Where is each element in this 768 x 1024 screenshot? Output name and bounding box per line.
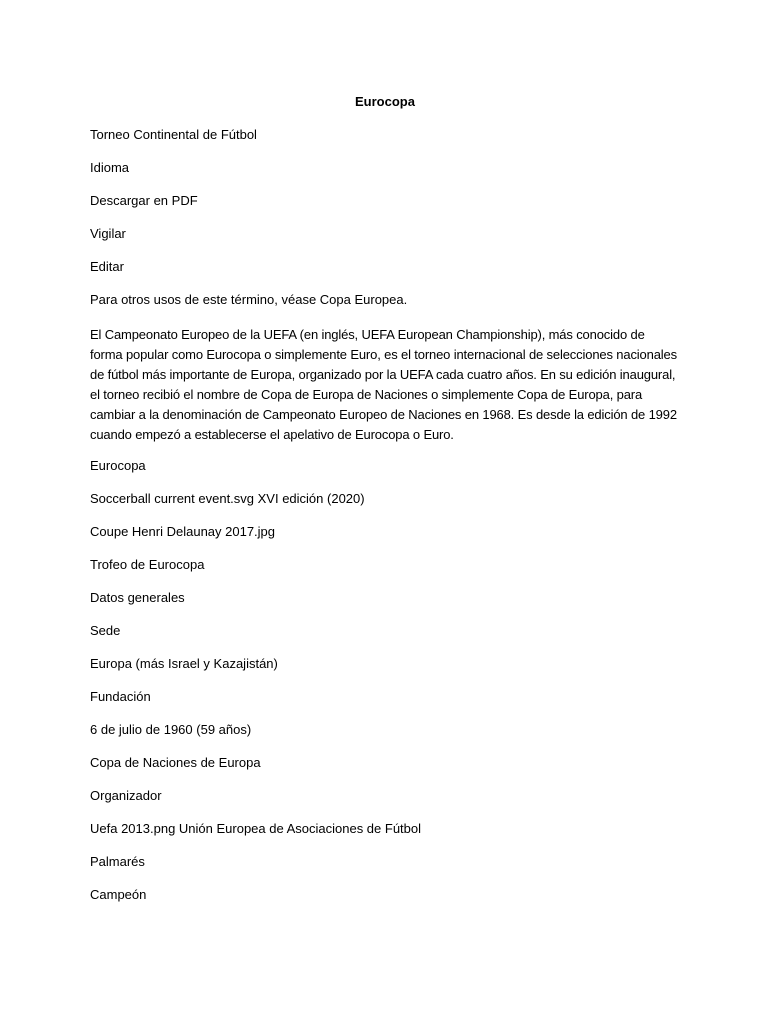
paragraph-organizador: Organizador bbox=[90, 788, 162, 803]
paragraph-coupe: Coupe Henri Delaunay 2017.jpg bbox=[90, 524, 276, 539]
paragraph-fundacion: Fundación bbox=[90, 689, 151, 704]
paragraph-europa: Europa (más Israel y Kazajistán) bbox=[90, 656, 278, 671]
paragraph-editar: Editar bbox=[90, 259, 124, 274]
paragraph-copa-naciones: Copa de Naciones de Europa bbox=[90, 755, 261, 770]
paragraph-datos: Datos generales bbox=[90, 590, 185, 605]
paragraph-vigilar: Vigilar bbox=[90, 226, 126, 241]
paragraph-body: El Campeonato Europeo de la UEFA (en inglés, UEFA European Championship), más conocido de forma popular como Eurocopa o simplemente Euro, es el torneo internacional de selecciones nacionales de fútbol más importante de Europa, organizado por la UEFA cada cuatro años. En su edición inaugural, el torneo recibió el nombre de Copa de Europa de Naciones o simplemente Copa de Europa, para cambiar a la denominación de Campeonato Europeo de Naciones en 1968. Es desde la edición de 1992 cuando empezó a establecerse el apelativo de Eurocopa o Euro. bbox=[90, 327, 677, 442]
paragraph-fecha: 6 de julio de 1960 (59 años) bbox=[90, 722, 252, 737]
paragraph-eurocopa: Eurocopa bbox=[90, 458, 146, 473]
paragraph-torneo: Torneo Continental de Fútbol bbox=[90, 127, 257, 142]
document-title: Eurocopa bbox=[355, 94, 415, 109]
paragraph-idioma: Idioma bbox=[90, 160, 130, 175]
paragraph-otros-usos: Para otros usos de este término, véase Copa Europea. bbox=[90, 292, 408, 307]
paragraph-sede: Sede bbox=[90, 623, 121, 638]
paragraph-descargar: Descargar en PDF bbox=[90, 193, 198, 208]
paragraph-uefa: Uefa 2013.png Unión Europea de Asociaciones de Fútbol bbox=[90, 821, 422, 836]
document-page bbox=[90, 94, 680, 920]
paragraph-palmares: Palmarés bbox=[90, 854, 145, 869]
paragraph-campeon: Campeón bbox=[90, 887, 147, 902]
paragraph-trofeo: Trofeo de Eurocopa bbox=[90, 557, 205, 572]
paragraph-edicion: Soccerball current event.svg XVI edición (2020) bbox=[90, 491, 365, 506]
